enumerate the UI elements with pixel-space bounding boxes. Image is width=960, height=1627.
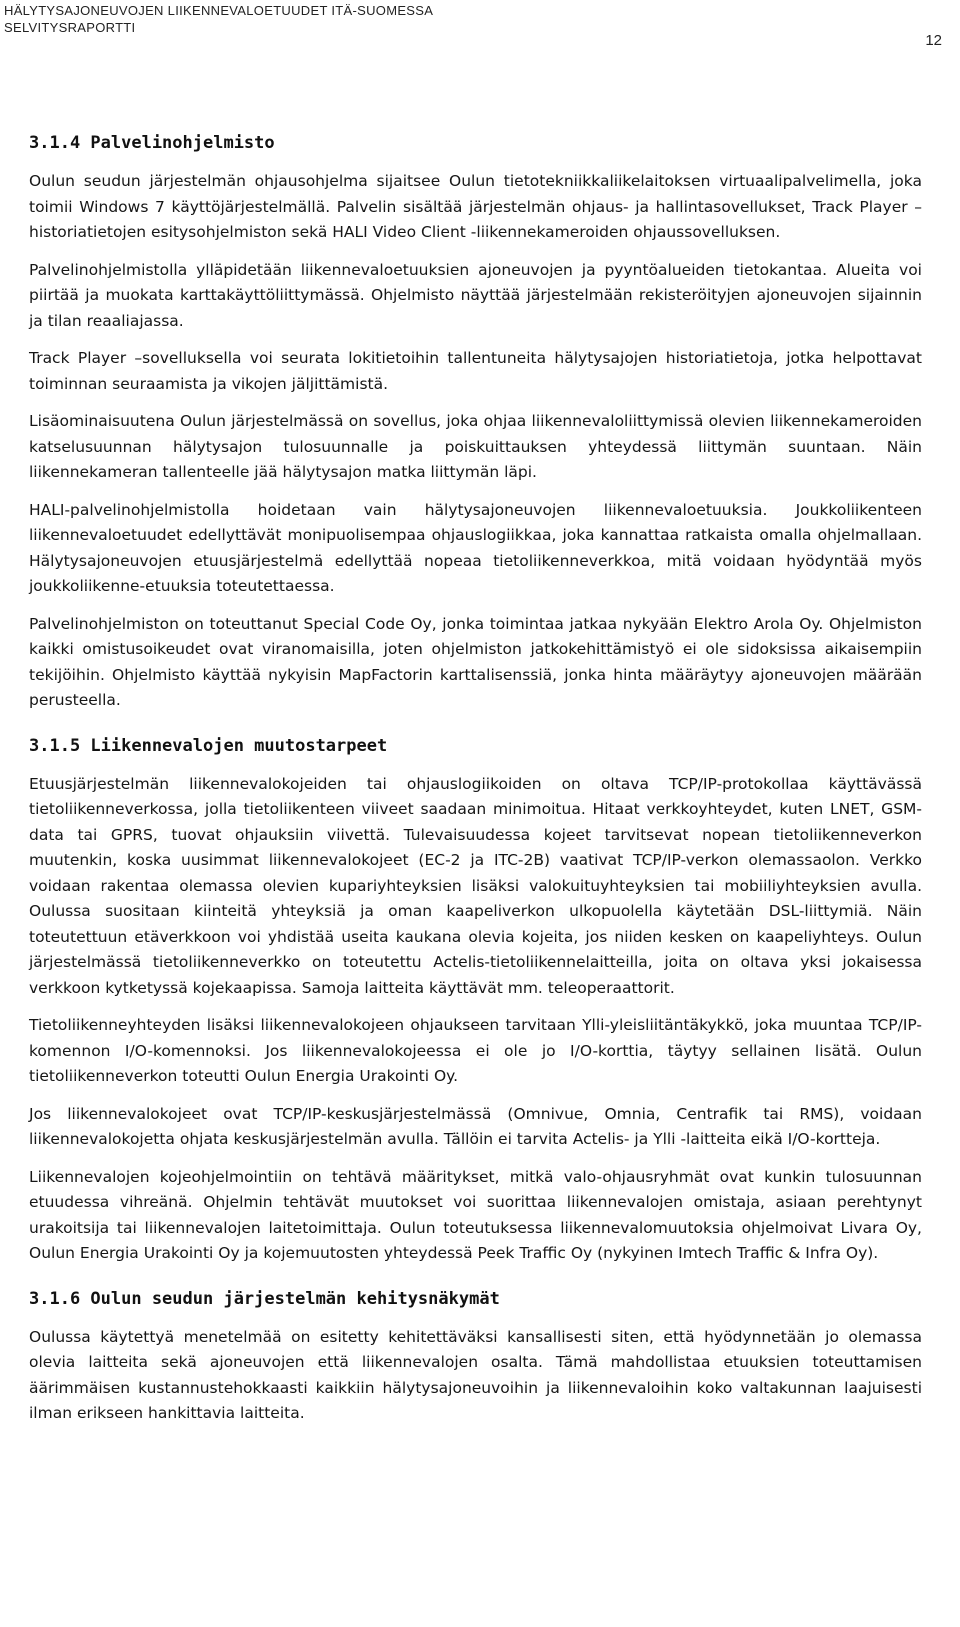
header-subtitle: SELVITYSRAPORTTI	[4, 20, 136, 35]
paragraph: Palvelinohjelmistolla ylläpidetään liikennevaloetuuksien ajoneuvojen ja pyyntöalueiden tietokantaa. Alueita voi piirtää ja muokata karttakäyttöliittymässä. Ohjelmisto näyttää järjestelmään rekisteröityjen ajoneuvojen sijainnin ja tilan reaaliajassa.	[29, 260, 922, 330]
paragraph: Jos liikennevalokojeet ovat TCP/IP-keskusjärjestelmässä (Omnivue, Omnia, Centrafik tai RMS), voidaan liikennevalokojetta ohjata keskusjärjestelmän avulla. Tällöin ei tarvita Actelis- ja Ylli -laitteita eikä I/O-kortteja.	[29, 1104, 922, 1148]
paragraph: Tietoliikenneyhteyden lisäksi liikennevalokojeen ohjaukseen tarvitaan Ylli-yleisliitäntäkykkö, joka muuntaa TCP/IP-komennon I/O-komennoksi. Jos liikennevalokojeessa ei ole jo I/O-korttia, täytyy sellainen lisätä. Oulun tietoliikenneverkon toteutti Oulun Energia Urakointi Oy.	[29, 1016, 922, 1085]
section-heading: 3.1.4 Palvelinohjelmisto	[29, 133, 275, 153]
paragraph: Lisäominaisuutena Oulun järjestelmässä on sovellus, joka ohjaa liikennevaloliittymissä olevien liikennekameroiden katselusuunnan hälytysajon tulosuunnalle ja poiskuittauksen yhteydessä liittymän suuntaan. Näin liikennekameran tallenteelle jää hälytysajon matka liittymän läpi.	[29, 412, 922, 481]
running-header	[4, 2, 433, 36]
paragraph: Palvelinohjelmiston on toteuttanut Special Code Oy, jonka toimintaa jatkaa nykyään Elektro Arola Oy. Ohjelmiston kaikki omistusoikeudet ovat viranomaisilla, joten ohjelmiston jatkokehittämistyö ei ole sidoksissa aikaisempiin tekijöihin. Ohjelmisto käyttää nykyisin MapFactorin karttalisenssiä, jonka hinta määräytyy ajoneuvojen määrään perusteella.	[29, 614, 922, 709]
paragraph: Etuusjärjestelmän liikennevalokojeiden tai ohjauslogiikoiden on oltava TCP/IP-protokollaa käyttävässä tietoliikenneverkossa, jolla tietoliikenteen viiveet saadaan minimoitua. Hitaat verkkoyhteydet, kuten LNET, GSM-data tai GPRS, tuovat ohjauksiin viivettä. Tulevaisuudessa kojeet tarvitsevat nopean tietoliikenneverkon muutenkin, koska uusimmat liikennevalokojeet (EC-2 ja ITC-2B) vaativat TCP/IP-verkon olemassaolon. Verkko voidaan rakentaa olemassa olevien kupariyhteyksien lisäksi valokuituyhteyksien tai mobiiliyhteyksien avulla. Oulussa suositaan kiinteitä yhteyksiä ja oman kaapeliverkon ulkopuolella käytetään DSL-liittymiä. Näin toteutettuun etäverkkoon voi yhdistää useita kaukana olevia kojeita, jos niiden kesken on kaapeliyhteys. Oulun järjestelmässä tietoliikenneverkko on toteutettu Actelis-tietoliikennelaitteilla, joita on oltava yksi jokaisessa verkkoon kytketyssä kojekaapissa. Samoja laitteita käyttävät mm. teleoperaattorit.	[29, 774, 922, 997]
paragraph: Oulussa käytettyä menetelmää on esitetty kehitettäväksi kansallisesti siten, että hyödynnetään jo olemassa olevia laitteita sekä ajoneuvojen että liikennevalojen osalta. Tämä mahdollistaa etuuksien toteuttamisen äärimmäisen kustannustehokkaasti kaikkiin hälytysajoneuvoihin ja liikennevaloihin koko valtakunnan laajuisesti ilman erikseen hankittavia laitteita.	[29, 1327, 922, 1422]
page-number: 12	[925, 32, 942, 49]
paragraph: HALI-palvelinohjelmistolla hoidetaan vain hälytysajoneuvojen liikennevaloetuuksia. Joukkoliikenteen liikennevaloetuudet edellyttävät monipuolisempaa ohjauslogiikkaa, joka kannattaa ratkaista omalla ohjelmallaan. Hälytysajoneuvojen etuusjärjestelmä edellyttää nopeaa tietoliikenneverkkoa, mitä voidaan hyödyntää myös joukkoliikenne-etuuksia toteutettaessa.	[29, 500, 922, 595]
paragraph: Track Player –sovelluksella voi seurata lokitietoihin tallentuneita hälytysajojen historiatietoja, jotka helpottavat toiminnan seuraamista ja vikojen jäljittämistä.	[29, 349, 922, 393]
paragraph: Liikennevalojen kojeohjelmointiin on tehtävä määritykset, mitkä valo-ohjausryhmät ovat kunkin tulosuunnan etuudessa vihreänä. Ohjelmin tehtävät muutokset voi suorittaa liikennevalojen omistaja, asiaan perehtynyt urakoitsija tai liikennevalojen laitetoimittaja. Oulun toteutuksessa liikennevalomuutoksia ohjelmoivat Livara Oy, Oulun Energia Urakointi Oy ja kojemuutosten yhteydessä Peek Traffic Oy (nykyinen Imtech Traffic & Infra Oy).	[29, 1167, 922, 1262]
document-body	[29, 131, 922, 1427]
paragraph: Oulun seudun järjestelmän ohjausohjelma sijaitsee Oulun tietotekniikkaliikelaitoksen virtuaalipalvelimella, joka toimii Windows 7 käyttöjärjestelmällä. Palvelin sisältää järjestelmän ohjaus- ja hallintasovellukset, Track Player –historiatietojen esitysohjelmiston sekä HALI Video Client -liikennekameroiden ohjaussovelluksen.	[29, 172, 922, 241]
header-title: HÄLYTYSAJONEUVOJEN LIIKENNEVALOETUUDET ITÄ-SUOMESSA	[4, 3, 434, 18]
section-heading: 3.1.6 Oulun seudun järjestelmän kehitysnäkymät	[29, 1288, 500, 1309]
section-heading: 3.1.5 Liikennevalojen muutostarpeet	[29, 735, 388, 756]
